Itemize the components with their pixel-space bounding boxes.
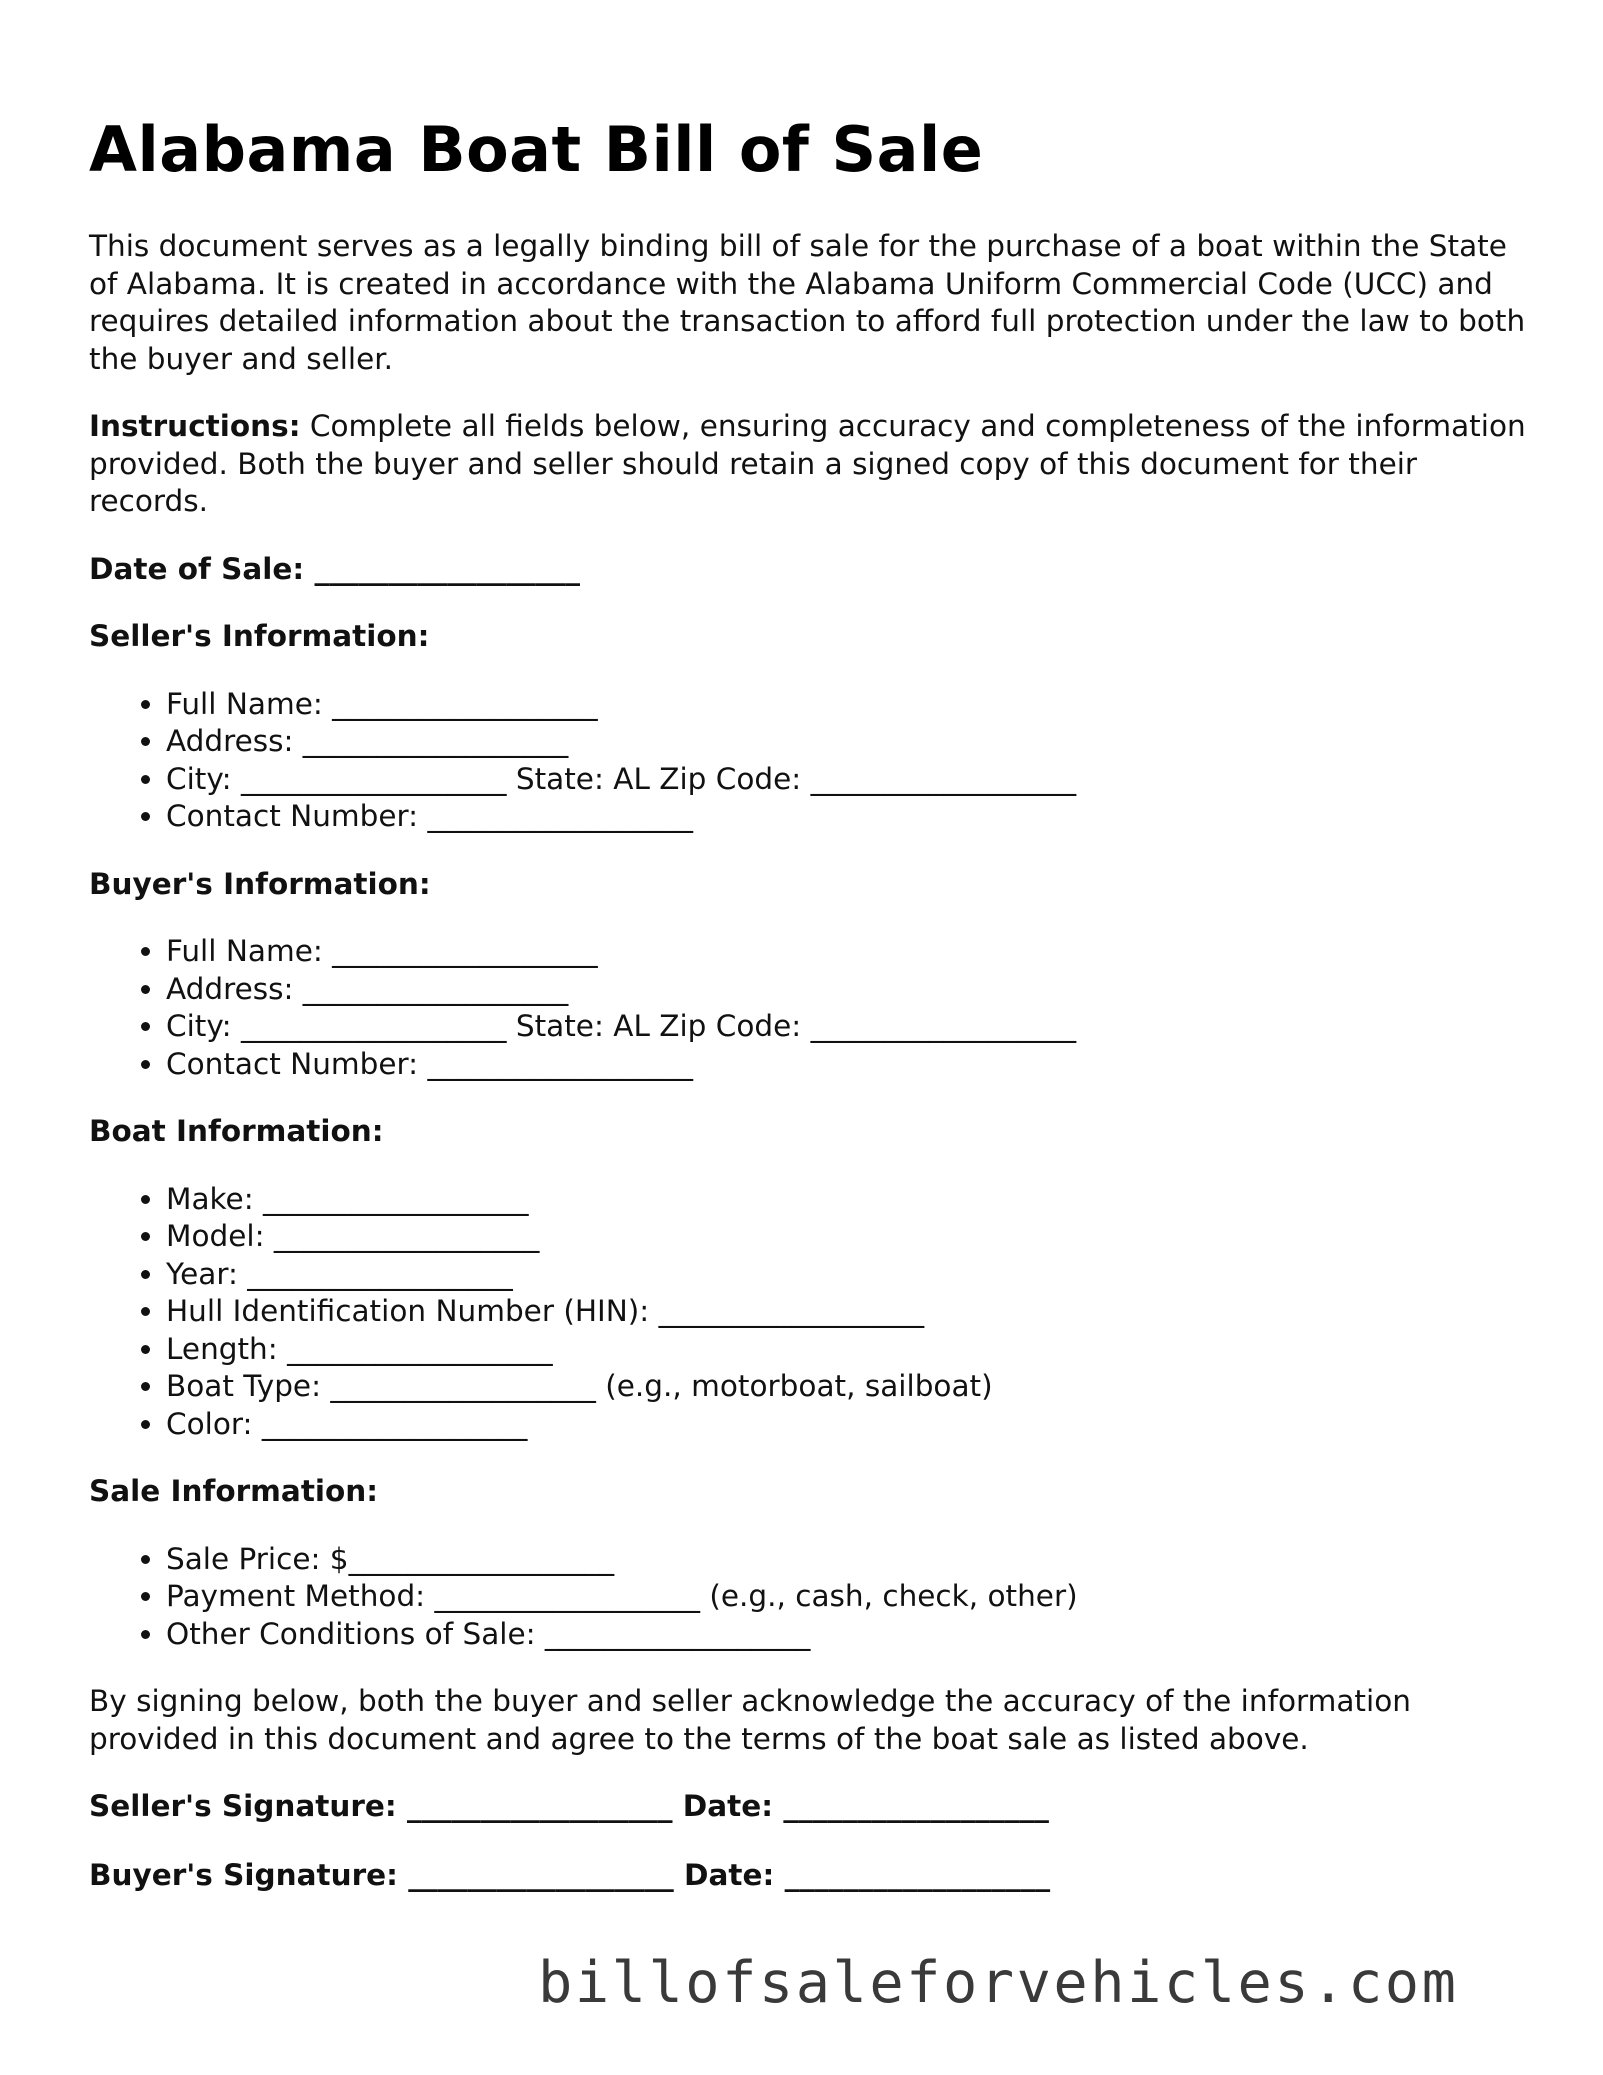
boat-hin-field: • Hull Identification Number (HIN): __________________ — [166, 1293, 1529, 1331]
buyer-address-field: • Address: __________________ — [166, 971, 1529, 1009]
boat-model-field: • Model: __________________ — [166, 1218, 1529, 1256]
date-of-sale-blank: __________________ — [304, 551, 580, 586]
sale-info-list — [89, 1541, 1529, 1654]
seller-city-state-zip-field: • City: __________________ State: AL Zip Code: __________________ — [166, 761, 1529, 799]
seller-signature-line: Seller's Signature: __________________ Date: __________________ — [89, 1789, 1049, 1823]
closing-paragraph: By signing below, both the buyer and seller acknowledge the accuracy of the information provided in this document and agree to the terms of the boat sale as listed above. — [89, 1684, 1411, 1756]
sale-section-heading: Sale Information: — [89, 1474, 379, 1508]
date-of-sale-label: Date of Sale: — [89, 551, 305, 586]
boat-type-field: • Boat Type: __________________ (e.g., motorboat, sailboat) — [166, 1368, 1529, 1406]
buyer-full-name-field: • Full Name: __________________ — [166, 933, 1529, 971]
boat-color-field: • Color: __________________ — [166, 1406, 1529, 1444]
instructions-label: Instructions: — [89, 409, 301, 443]
boat-section-heading: Boat Information: — [89, 1114, 384, 1148]
buyer-city-state-zip-field: • City: __________________ State: AL Zip Code: __________________ — [166, 1008, 1529, 1046]
buyer-signature-line: Buyer's Signature: __________________ Date: __________________ — [89, 1857, 1051, 1892]
other-conditions-field: • Other Conditions of Sale: __________________ — [166, 1616, 1529, 1654]
seller-full-name-field: • Full Name: __________________ — [166, 686, 1529, 724]
buyer-info-list — [89, 933, 1529, 1083]
watermark-text: billofsaleforvehicles.com — [538, 1950, 1459, 2016]
boat-length-field: • Length: __________________ — [166, 1331, 1529, 1369]
payment-method-field: • Payment Method: __________________ (e.g., cash, check, other) — [166, 1578, 1529, 1616]
date-of-sale-field — [89, 551, 1529, 589]
buyer-contact-number-field: • Contact Number: __________________ — [166, 1046, 1529, 1084]
document-page — [89, 112, 1529, 1894]
seller-info-list — [89, 686, 1529, 836]
intro-paragraph: This document serves as a legally binding bill of sale for the purchase of a boat within the State of Alabama. It is created in accordance with the Alabama Uniform Commercial Code (UCC) and requires detailed information about the transaction to afford full protection under the law to both the buyer and seller. — [89, 229, 1526, 376]
buyer-section-heading: Buyer's Information: — [89, 866, 431, 901]
boat-year-field: • Year: __________________ — [166, 1256, 1529, 1294]
seller-address-field: • Address: __________________ — [166, 723, 1529, 761]
sale-price-field: • Sale Price: $__________________ — [166, 1541, 1529, 1579]
boat-info-list — [89, 1181, 1529, 1444]
boat-make-field: • Make: __________________ — [166, 1181, 1529, 1219]
seller-section-heading: Seller's Information: — [89, 619, 430, 653]
instructions-text: Complete all fields below, ensuring accuracy and completeness of the information provided. Both the buyer and seller should retain a signed copy of this document for their records. — [89, 409, 1526, 518]
seller-contact-number-field: • Contact Number: __________________ — [166, 798, 1529, 836]
page-title: Alabama Boat Bill of Sale — [89, 113, 984, 186]
instructions-paragraph — [89, 408, 1529, 521]
